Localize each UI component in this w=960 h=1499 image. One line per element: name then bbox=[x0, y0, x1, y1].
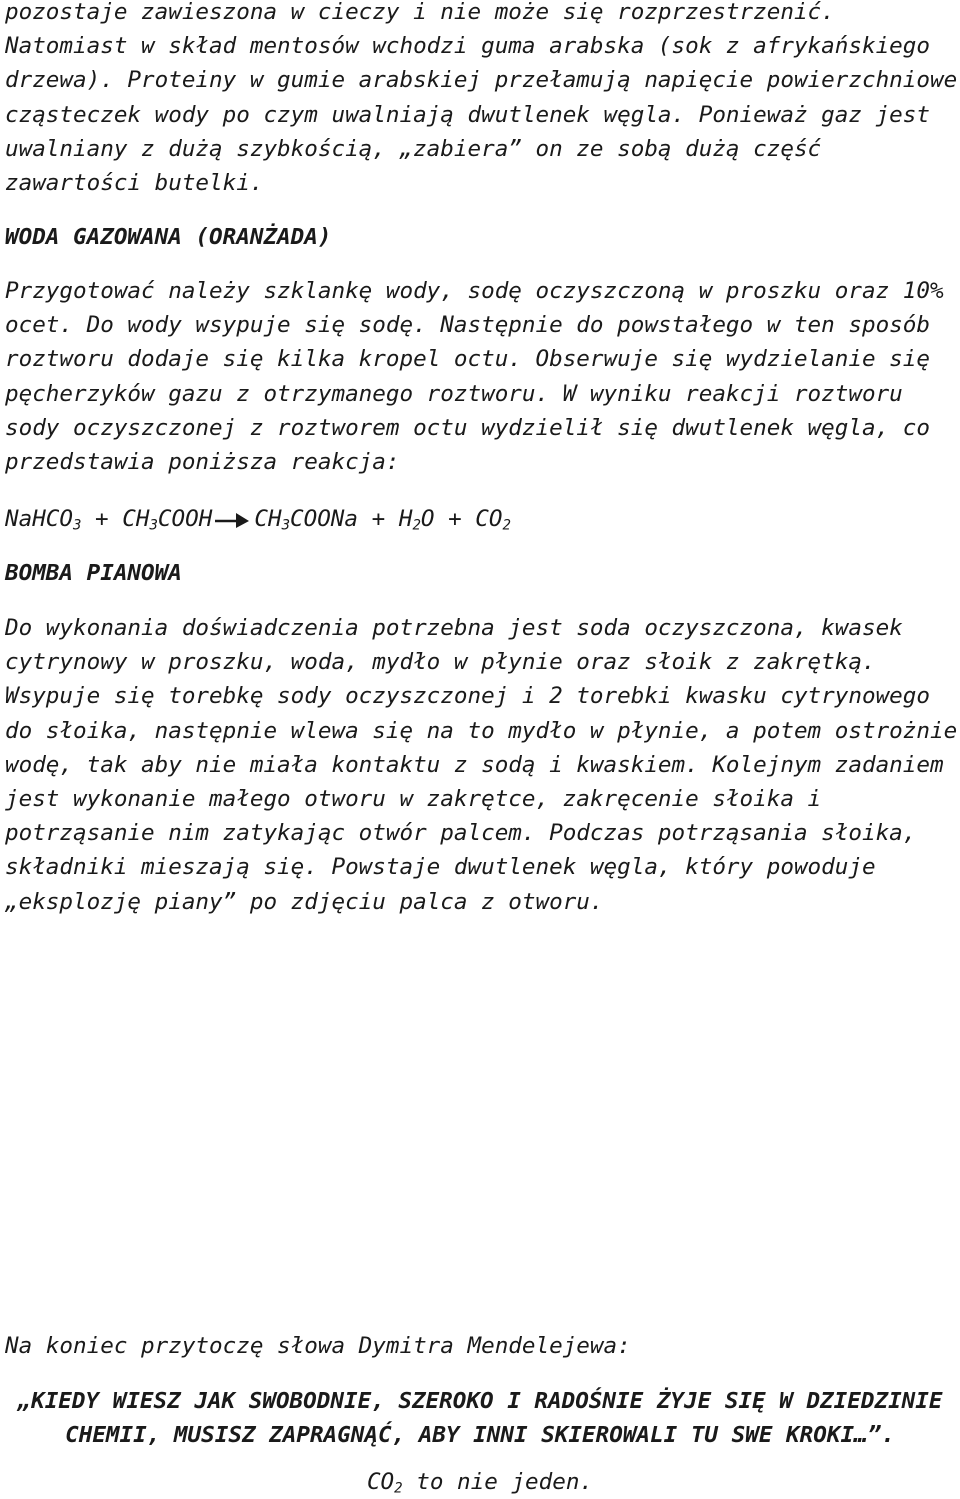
section-heading-soda-water: WODA GAZOWANA (ORANŻADA) bbox=[5, 224, 332, 250]
reactant-acetic-acid: $CH_3COOH$ bbox=[122, 506, 213, 534]
soda-water-paragraph: Przygotować należy szklankę wody, sodę oczyszczoną w proszku oraz 10% ocet. Do wody wsypuje się sodę. Następnie do powstałego w ten sposób roztworu dodaje się kilka kropel octu. Obserwuje się wydzielanie się pęcherzyków gazu z otrzymanego roztworu. W wyniku reakcji roztworu sody oczyszczonej z roztworem octu wydzielił się dwutlenek węgla, co przedstawia poniższa reakcja: bbox=[5, 278, 944, 476]
reaction-equation bbox=[5, 502, 960, 536]
quote-line-1: „KIEDY WIESZ JAK SWOBODNIE, SZEROKO I RADOŚNIE ŻYJE SIĘ W DZIEDZINIE bbox=[17, 1388, 943, 1414]
plus-sign: + bbox=[434, 506, 476, 532]
foam-bomb-paragraph: Do wykonania doświadczenia potrzebna jest soda oczyszczona, kwasek cytrynowy w proszku, woda, mydło w płynie oraz słoik z zakrętką. Wsypuje się torebkę sody oczyszczonej i 2 torebki kwasku cytrynowego do słoika, następnie wlewa się na to mydło w płynie, a potem ostrożnie wodę, tak aby nie miała kontaktu z sodą i kwaskiem. Kolejnym zadaniem jest wykonanie małego otworu w zakrętce, zakręcenie słoika i potrząsanie nim zatykając otwór palcem. Podczas potrząsania słoika, składniki mieszają się. Powstaje dwutlenek węgla, który powoduje „eksplozję piany” po zdjęciu palca z otworu. bbox=[5, 615, 958, 915]
product-sodium-acetate: $CH_3COONa$ bbox=[254, 506, 359, 534]
mendeleev-quote bbox=[0, 1384, 960, 1452]
quote-line-2: CHEMII, MUSISZ ZAPRAGNĄĆ, ABY INNI SKIEROWALI TU SWE KROKI…”. bbox=[65, 1422, 895, 1449]
closing-tagline: $CO_2$ to nie jeden. bbox=[366, 1469, 594, 1497]
product-water: $H_2O$ bbox=[398, 506, 435, 534]
closing-intro: Na koniec przytoczę słowa Dymitra Mendelejewa: bbox=[5, 1333, 631, 1359]
plus-sign: + bbox=[81, 506, 123, 532]
right-arrow-icon bbox=[214, 509, 250, 529]
plus-sign: + bbox=[358, 506, 399, 532]
reactant-sodium-bicarbonate: NaHCO$_3$ bbox=[5, 506, 82, 534]
intro-paragraph: pozostaje zawieszona w cieczy i nie może się rozprzestrzenić. Natomiast w skład mentosów wchodzi guma arabska (sok z afrykańskiego drzewa). Proteiny w gumie arabskiej przełamują napięcie powierzchniowe cząsteczek wody po czym uwalniają dwutlenek węgla. Ponieważ gaz jest uwalniany z dużą szybkością, „zabiera” on ze sobą dużą część zawartości butelki. bbox=[5, 0, 958, 197]
section-heading-foam-bomb: BOMBA PIANOWA bbox=[5, 560, 182, 586]
product-carbon-dioxide: $CO_2$ bbox=[475, 506, 511, 534]
